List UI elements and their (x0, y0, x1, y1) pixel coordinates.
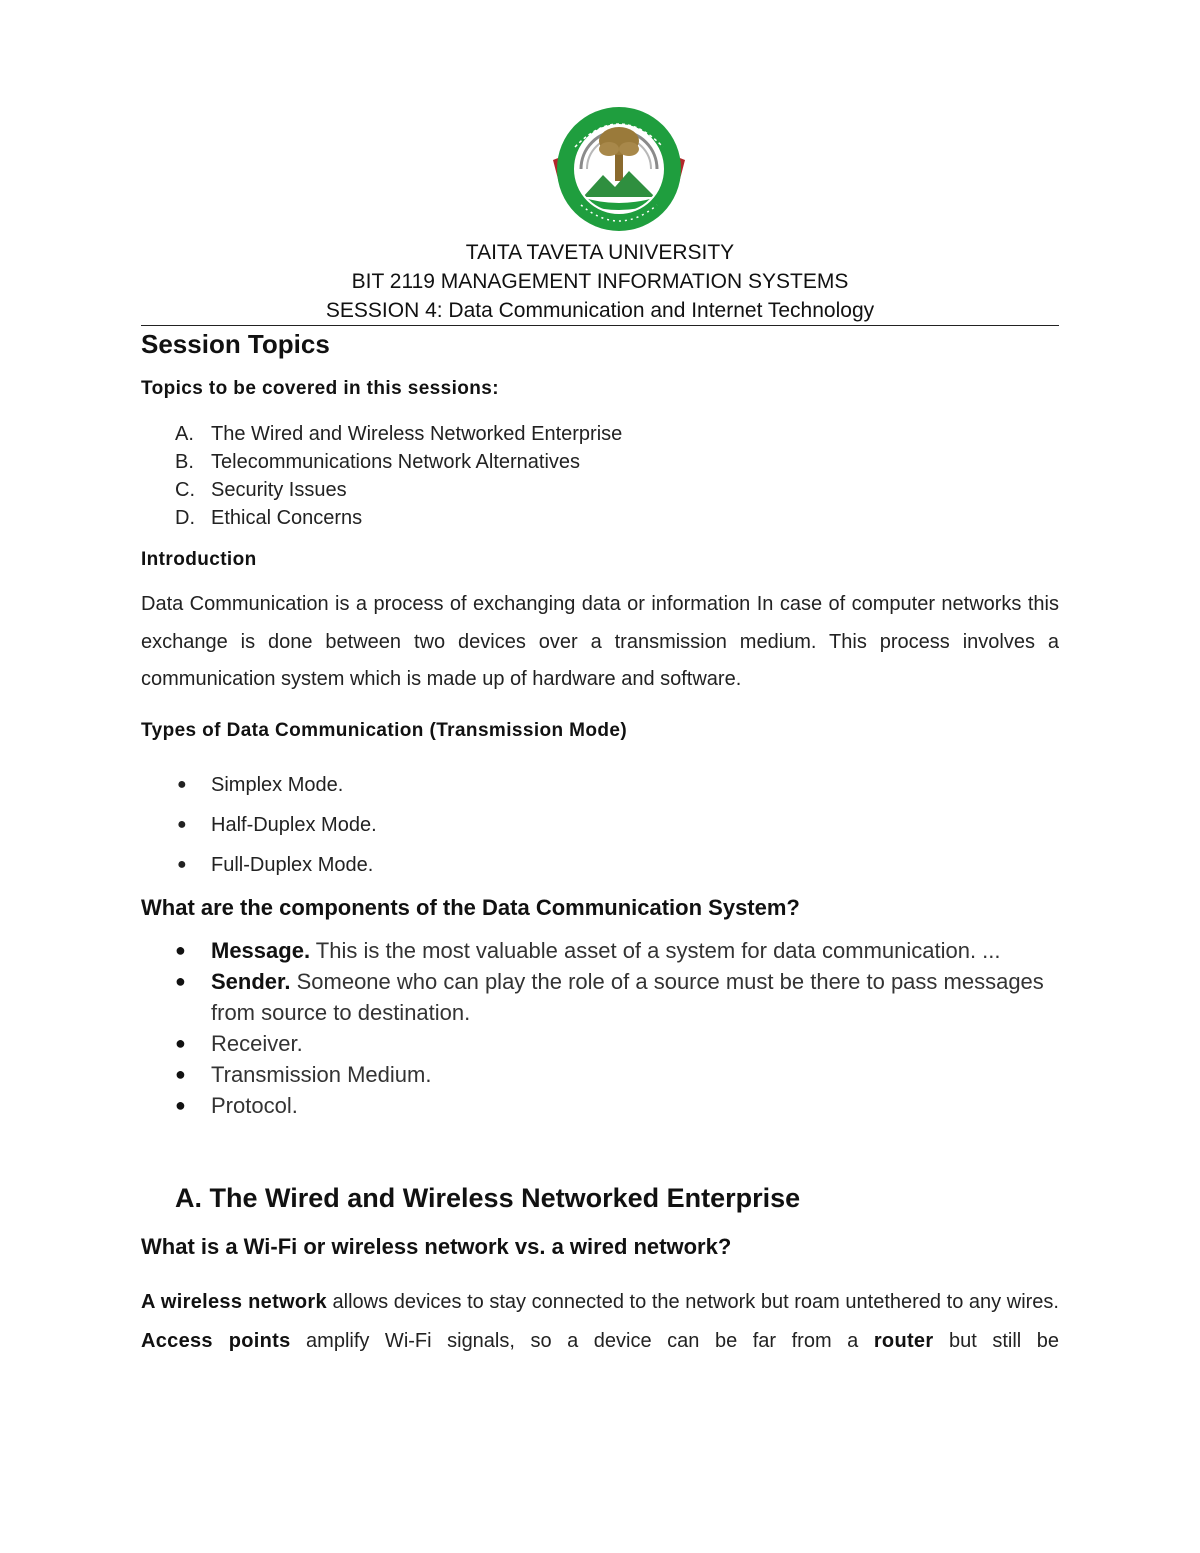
paragraph-text: but still be (933, 1329, 1060, 1352)
list-item (141, 1059, 1059, 1090)
introduction-heading: Introduction (141, 549, 257, 570)
introduction-paragraph: Data Communication is a process of exchanging data or information In case of computer networks this exchange is done between two devices over a transmission medium. This process involves a communication system which is made up of hardware and software. (141, 593, 1059, 690)
section-a-heading: A. The Wired and Wireless Networked Enterprise (175, 1183, 801, 1213)
component-text: Someone who can play the role of a source must be there to pass messages from source to destination. (211, 969, 1044, 1025)
bullet-icon: ● (175, 1064, 186, 1084)
document-header (141, 238, 1059, 325)
components-heading: What are the components of the Data Communication System? (141, 895, 800, 920)
list-item (141, 476, 622, 504)
list-item (141, 448, 622, 476)
component-term: Message. (211, 938, 311, 963)
list-item (141, 966, 1059, 1028)
component-text: Protocol. (211, 1093, 298, 1118)
component-text: Transmission Medium. (211, 1062, 432, 1087)
list-item-text: Simplex Mode. (211, 774, 344, 796)
session-topics-heading: Session Topics (141, 329, 330, 359)
wireless-paragraph (141, 1283, 1059, 1360)
list-marker: B. (175, 451, 194, 473)
list-item (141, 935, 1059, 966)
course-title: BIT 2119 MANAGEMENT INFORMATION SYSTEMS (351, 270, 849, 293)
components-list (141, 935, 1059, 1121)
list-item-text: Half-Duplex Mode. (211, 814, 377, 836)
bullet-icon: ● (177, 856, 187, 873)
component-text: This is the most valuable asset of a system for data communication. ... (310, 938, 1001, 963)
session-title-line: SESSION 4: Data Communication and Internet Technology (325, 299, 875, 322)
list-marker: D. (175, 507, 195, 529)
list-item-text: Security Issues (211, 479, 347, 501)
bullet-icon: ● (175, 1095, 186, 1115)
list-marker: C. (175, 479, 195, 501)
paragraph-text: allows devices to stay connected to the network but roam untethered to any wires. (326, 1291, 1059, 1313)
university-name: TAITA TAVETA UNIVERSITY (465, 241, 735, 264)
component-term: Sender. (211, 969, 291, 994)
term-access-points: Access points (141, 1329, 291, 1352)
topics-intro: Topics to be covered in this sessions: (141, 378, 499, 399)
university-seal-icon (551, 105, 687, 235)
topics-list (141, 420, 622, 532)
list-item (141, 851, 377, 891)
list-item-text: The Wired and Wireless Networked Enterprise (211, 423, 623, 445)
term-wireless-network: A wireless network (141, 1291, 327, 1313)
types-heading: Types of Data Communication (Transmission Mode) (141, 720, 628, 741)
bullet-icon: ● (177, 816, 187, 833)
wifi-question: What is a Wi-Fi or wireless network vs. a wired network? (141, 1234, 732, 1259)
transmission-modes-list (141, 771, 377, 891)
list-item (141, 420, 622, 448)
list-item (141, 1090, 1059, 1121)
bullet-icon: ● (175, 1033, 186, 1053)
list-item-text: Full-Duplex Mode. (211, 854, 374, 876)
paragraph-text: amplify Wi-Fi signals, so a device can be far from a (290, 1329, 874, 1352)
list-item-text: Telecommunications Network Alternatives (211, 451, 581, 473)
bullet-icon: ● (175, 940, 186, 960)
term-router: router (873, 1329, 934, 1352)
list-item (141, 771, 377, 811)
list-item-text: Ethical Concerns (211, 507, 363, 529)
list-item (141, 811, 377, 851)
bullet-icon: ● (175, 971, 186, 991)
component-text: Receiver. (211, 1031, 303, 1056)
bullet-icon: ● (177, 776, 187, 793)
list-item (141, 1028, 1059, 1059)
header-divider (141, 325, 1059, 326)
list-marker: A. (175, 423, 194, 445)
list-item (141, 504, 622, 532)
